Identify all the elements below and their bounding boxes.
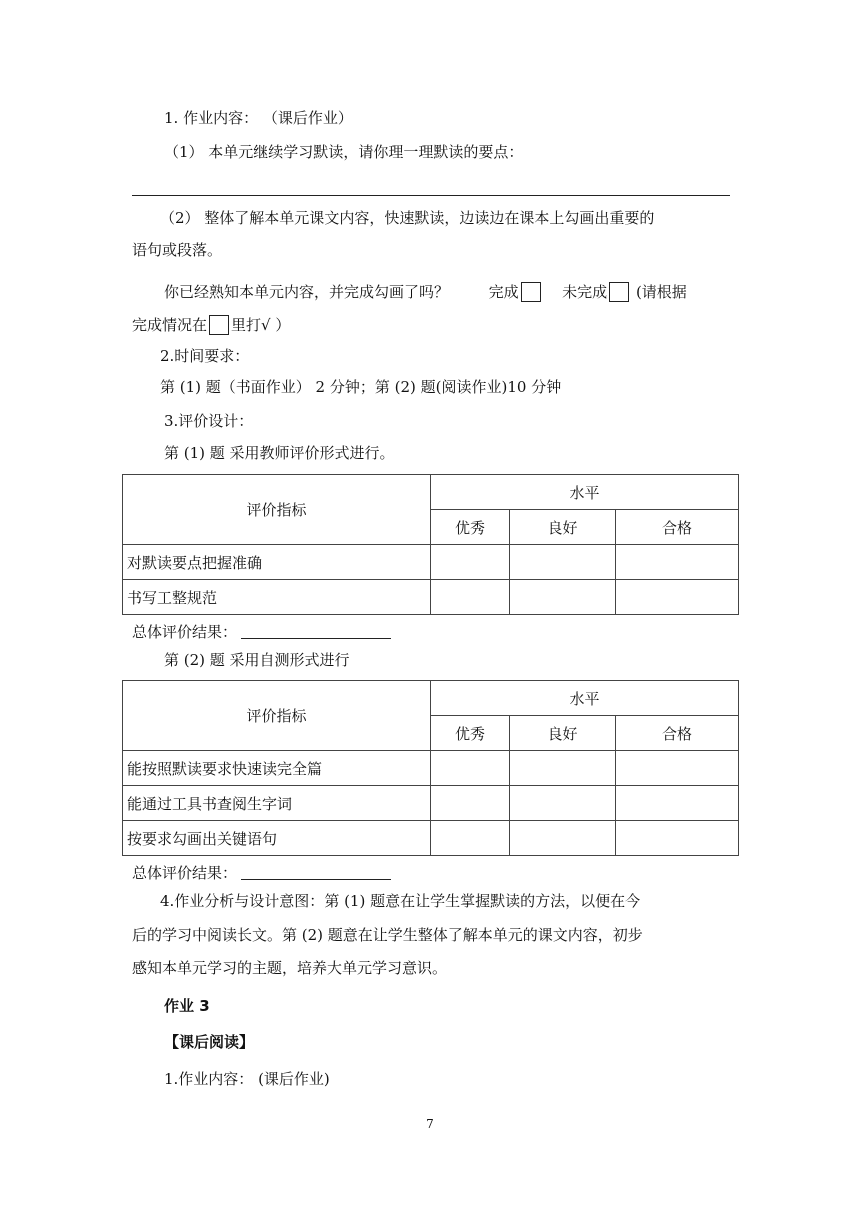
eval-table-2 [122,680,739,856]
overall-result-2 [132,863,391,883]
level-good: 良好 [510,716,616,751]
score-cell[interactable] [431,786,510,821]
self-check-text: 你已经熟知本单元内容，并完成勾画了吗？ [164,283,450,301]
analysis-line-3: 感知本单元学习的主题，培养大单元学习意识。 [132,959,448,977]
self-check-tail: (请根据 [635,283,687,301]
time-title: 2.时间要求： [160,347,250,365]
level-header: 水平 [431,681,739,716]
score-cell[interactable] [616,786,739,821]
eval-table-1 [122,474,739,615]
score-cell[interactable] [616,821,739,856]
level-header: 水平 [431,475,739,510]
item-1-content: 1. 作业内容： （课后作业） [164,109,353,127]
undone-label: 未完成 [562,283,608,301]
result-blank[interactable] [241,622,391,639]
level-excellent: 优秀 [431,510,510,545]
self-check-instruction [132,315,290,335]
level-good: 良好 [510,510,616,545]
score-cell[interactable] [616,580,739,615]
indicator-header: 评价指标 [123,475,431,545]
question-2-line-2: 语句或段落。 [132,241,223,259]
table-row [123,545,739,580]
score-cell[interactable] [431,580,510,615]
indicator-cell: 对默读要点把握准确 [123,545,431,580]
table-row [123,821,739,856]
analysis-line-1: 4.作业分析与设计意图：第 (1) 题意在让学生掌握默读的方法，以便在今 [160,892,641,910]
eval2-intro: 第 (2) 题 采用自测形式进行 [164,651,350,669]
time-text: 第 (1) 题（书面作业） 2 分钟；第 (2) 题(阅读作业)10 分钟 [160,378,562,396]
level-pass: 合格 [616,510,739,545]
score-cell[interactable] [510,580,616,615]
instruction-text-a: 完成情况在 [132,316,208,334]
result-label: 总体评价结果： [132,864,238,882]
self-check-question [164,282,687,302]
level-excellent: 优秀 [431,716,510,751]
table-row [123,786,739,821]
indicator-cell: 按要求勾画出关键语句 [123,821,431,856]
done-label: 完成 [488,283,519,301]
indicator-header: 评价指标 [123,681,431,751]
eval-title: 3.评价设计： [164,412,254,430]
instruction-text-b: 里打√ ） [231,316,291,334]
score-cell[interactable] [510,545,616,580]
table-row [123,751,739,786]
score-cell[interactable] [616,545,739,580]
indicator-cell: 能按照默读要求快速读完全篇 [123,751,431,786]
level-pass: 合格 [616,716,739,751]
indicator-cell: 书写工整规范 [123,580,431,615]
table-row [123,580,739,615]
score-cell[interactable] [510,786,616,821]
answer-line [132,195,730,196]
homework-3-heading: 作业 3 [164,997,210,1015]
after-reading-heading: 【课后阅读】 [164,1033,255,1051]
question-2-line-1: （2） 整体了解本单元课文内容，快速默读，边读边在课本上勾画出重要的 [160,209,655,227]
eval1-intro: 第 (1) 题 采用教师评价形式进行。 [164,444,395,462]
done-checkbox[interactable] [521,282,541,302]
result-blank[interactable] [241,863,391,880]
indicator-cell: 能通过工具书查阅生字词 [123,786,431,821]
page-number: 7 [426,1117,434,1131]
score-cell[interactable] [510,821,616,856]
overall-result-1 [132,622,391,642]
undone-checkbox[interactable] [609,282,629,302]
score-cell[interactable] [510,751,616,786]
score-cell[interactable] [616,751,739,786]
question-1-text: （1） 本单元继续学习默读，请你理一理默读的要点： [164,143,524,161]
score-cell[interactable] [431,821,510,856]
score-cell[interactable] [431,545,510,580]
score-cell[interactable] [431,751,510,786]
homework-3-content: 1.作业内容： (课后作业) [164,1070,330,1088]
result-label: 总体评价结果： [132,623,238,641]
analysis-line-2: 后的学习中阅读长文。第 (2) 题意在让学生整体了解本单元的课文内容，初步 [132,926,643,944]
instruction-box [209,315,229,335]
